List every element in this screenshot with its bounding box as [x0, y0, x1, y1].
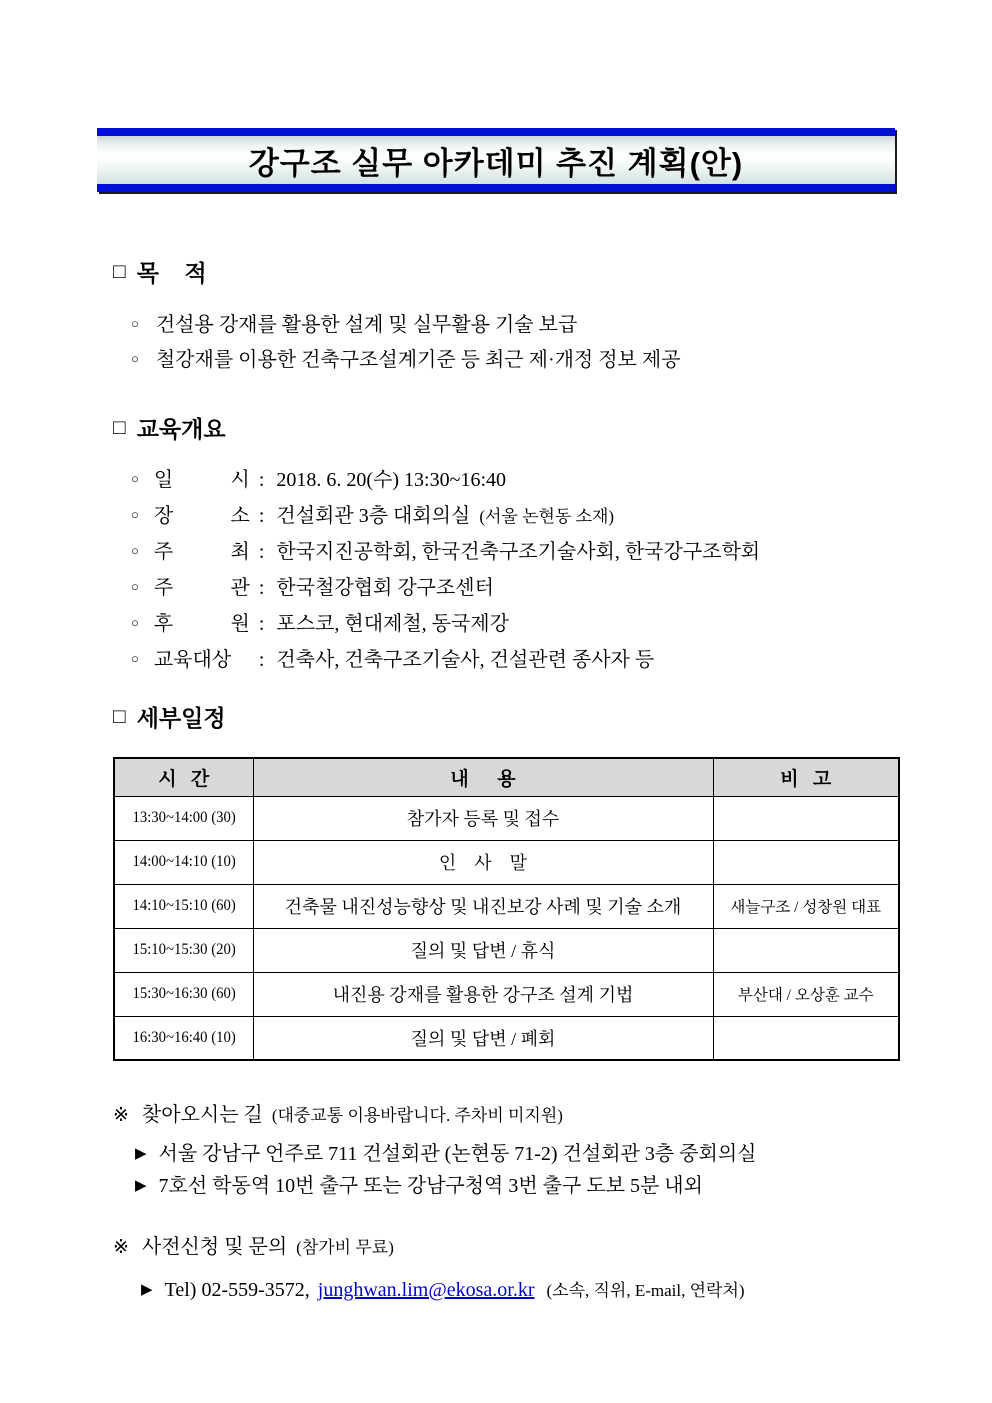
- purpose-item-text: 건설용 강재를 활용한 설계 및 실무활용 기술 보급: [155, 314, 578, 336]
- contact-heading-note: (참가비 무료): [296, 1238, 394, 1257]
- overview-item-value: 한국지진공학회, 한국건축구조기술사회, 한국강구조학회: [276, 541, 761, 563]
- overview-item-value: 포스코, 현대제철, 동국제강: [276, 613, 509, 635]
- directions-item-text: 7호선 학동역 10번 출구 또는 강남구청역 3번 출구 도보 5분 내외: [158, 1175, 703, 1197]
- purpose-heading-label: 목 적: [136, 260, 207, 286]
- colon-separator: :: [258, 505, 265, 527]
- arrow-bullet-icon: ▶: [141, 1282, 153, 1298]
- table-row: [114, 928, 899, 972]
- list-item: [131, 343, 681, 378]
- column-header-content: 내 용: [253, 758, 713, 796]
- cell-content: 질의 및 답변 / 폐회: [253, 1016, 713, 1060]
- table-row: [114, 972, 899, 1016]
- cell-remark: [713, 928, 899, 972]
- overview-item-label: 주 최: [153, 541, 250, 563]
- column-header-remark: 비 고: [713, 758, 899, 796]
- square-bullet-icon: □: [113, 416, 126, 439]
- page-title: 강구조 실무 아카데미 추진 계획(안): [248, 145, 744, 181]
- overview-item-label: 장 소: [153, 505, 250, 527]
- list-item: [131, 308, 681, 343]
- table-row: [114, 1016, 899, 1060]
- cell-remark: 새늘구조 / 성창원 대표: [713, 884, 899, 928]
- cell-time: 16:30~16:40 (10): [114, 1016, 253, 1060]
- colon-separator: :: [258, 541, 265, 563]
- directions-heading-note: (대중교통 이용바랍니다. 주차비 미지원): [271, 1106, 563, 1125]
- square-bullet-icon: □: [113, 705, 126, 728]
- cell-remark: [713, 840, 899, 884]
- purpose-item-text: 철강재를 이용한 건축구조설계기준 등 최근 제·개정 정보 제공: [155, 349, 681, 371]
- contact-line: [141, 1276, 745, 1306]
- overview-item-value: 2018. 6. 20(수) 13:30~16:40: [276, 469, 506, 491]
- arrow-bullet-icon: ▶: [135, 1146, 147, 1162]
- schedule-heading: [113, 703, 226, 733]
- circle-bullet-icon: ○: [131, 615, 139, 630]
- circle-bullet-icon: ○: [131, 316, 139, 331]
- cell-time: 14:10~15:10 (60): [114, 884, 253, 928]
- cell-time: 14:00~14:10 (10): [114, 840, 253, 884]
- overview-item-label: 일 시: [153, 469, 250, 491]
- table-header-row: [114, 758, 899, 796]
- directions-list: [135, 1137, 756, 1201]
- overview-item-note: (서울 논현동 소재): [479, 507, 615, 526]
- overview-list: [131, 463, 760, 679]
- cell-remark: [713, 796, 899, 840]
- square-bullet-icon: □: [113, 260, 126, 283]
- overview-item-value: 한국철강협회 강구조센터: [276, 577, 494, 599]
- overview-heading: [113, 414, 226, 444]
- overview-item-value: 건축사, 건축구조기술사, 건설관련 종사자 등: [276, 649, 655, 671]
- purpose-heading: [113, 258, 207, 288]
- circle-bullet-icon: ○: [131, 351, 139, 366]
- cell-content: 참가자 등록 및 접수: [253, 796, 713, 840]
- reference-mark-icon: ※: [113, 1237, 129, 1258]
- colon-separator: :: [258, 649, 265, 671]
- list-item: [131, 463, 760, 499]
- overview-item-label: 교육대상: [153, 649, 232, 671]
- table-row: [114, 796, 899, 840]
- overview-heading-label: 교육개요: [136, 416, 226, 442]
- cell-content: 질의 및 답변 / 휴식: [253, 928, 713, 972]
- cell-content: 인 사 말: [253, 840, 713, 884]
- cell-time: 13:30~14:00 (30): [114, 796, 253, 840]
- table-row: [114, 884, 899, 928]
- circle-bullet-icon: ○: [131, 579, 139, 594]
- purpose-list: [131, 308, 681, 378]
- circle-bullet-icon: ○: [131, 471, 139, 486]
- cell-time: 15:30~16:30 (60): [114, 972, 253, 1016]
- email-link[interactable]: junghwan.lim@ekosa.or.kr: [317, 1279, 535, 1301]
- table-row: [114, 840, 899, 884]
- circle-bullet-icon: ○: [131, 507, 139, 522]
- cell-time: 15:10~15:30 (20): [114, 928, 253, 972]
- colon-separator: :: [258, 469, 265, 491]
- circle-bullet-icon: ○: [131, 543, 139, 558]
- contact-note: (소속, 직위, E-mail, 연락처): [546, 1281, 745, 1300]
- list-item: [131, 607, 760, 643]
- directions-item-text: 서울 강남구 언주로 711 건설회관 (논현동 71-2) 건설회관 3층 중회의실: [158, 1143, 757, 1165]
- contact-tel: Tel) 02-559-3572,: [164, 1279, 310, 1301]
- list-item: [131, 535, 760, 571]
- list-item: [135, 1137, 756, 1169]
- schedule-table: [113, 757, 900, 1061]
- contact-heading-label: 사전신청 및 문의: [141, 1236, 288, 1258]
- cell-remark: [713, 1016, 899, 1060]
- column-header-time: 시 간: [114, 758, 253, 796]
- overview-item-label: 후 원: [153, 613, 250, 635]
- title-banner: [97, 128, 895, 192]
- list-item: [131, 499, 760, 535]
- list-item: [135, 1169, 756, 1201]
- cell-content: 내진용 강재를 활용한 강구조 설계 기법: [253, 972, 713, 1016]
- contact-heading: [113, 1234, 394, 1261]
- list-item: [141, 1276, 745, 1306]
- overview-item-value: 건설회관 3층 대회의실: [276, 505, 471, 527]
- cell-content: 건축물 내진성능향상 및 내진보강 사례 및 기술 소개: [253, 884, 713, 928]
- schedule-heading-label: 세부일정: [136, 705, 226, 731]
- circle-bullet-icon: ○: [131, 651, 139, 666]
- list-item: [131, 571, 760, 607]
- cell-remark: 부산대 / 오상훈 교수: [713, 972, 899, 1016]
- directions-heading-label: 찾아오시는 길: [141, 1104, 263, 1126]
- colon-separator: :: [258, 613, 265, 635]
- reference-mark-icon: ※: [113, 1105, 129, 1126]
- list-item: [131, 643, 760, 679]
- colon-separator: :: [258, 577, 265, 599]
- overview-item-label: 주 관: [153, 577, 250, 599]
- arrow-bullet-icon: ▶: [135, 1178, 147, 1194]
- directions-heading: [113, 1102, 563, 1129]
